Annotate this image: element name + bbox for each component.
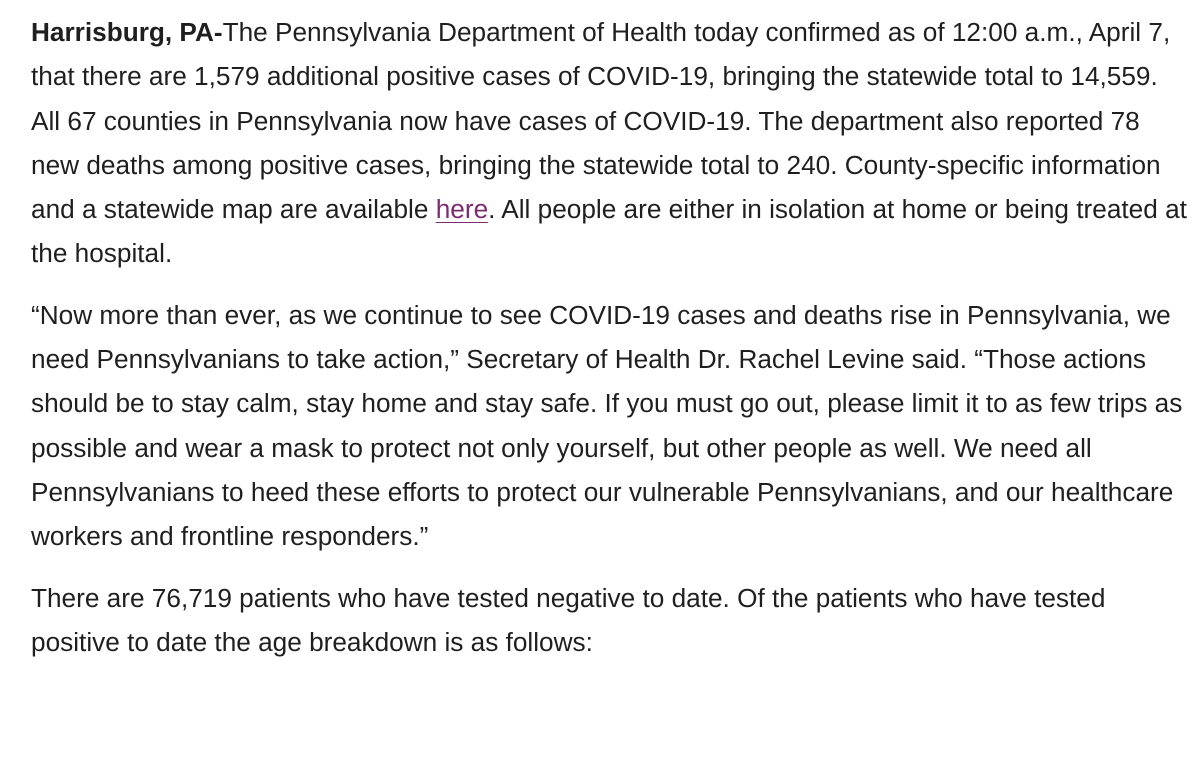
county-map-link[interactable]: here (435, 194, 489, 225)
paragraph-testing-summary: There are 76,719 patients who have tested negative to date. Of the patients who have tested positive to date the age breakdown is as follows: (31, 582, 1106, 657)
dateline: Harrisburg, PA- (31, 17, 223, 47)
case-update-text: The Pennsylvania Department of Health today confirmed as of 12:00 a.m., April 7, that there are 1,579 additional positive cases of COVID-19, bringing the statewide total to 14,559. All 67 counties in Pennsylvania now have cases of COVID-19. The department also reported 78 new deaths among positive cases, bringing the statewide total to 240. County-specific information and a statewide map are available (31, 17, 1171, 225)
paragraph-secretary-quote: “Now more than ever, as we continue to see COVID-19 cases and deaths rise in Pennsylvania, we need Pennsylvanians to take action,” Secretary of Health Dr. Rachel Levine said. “Those actions should be to stay calm, stay home and stay safe. If you must go out, please limit it to as few trips as possible and wear a mask to protect not only yourself, but other people as well. We need all Pennsylvanians to heed these efforts to protect our vulnerable Pennsylvanians, and our healthcare workers and frontline responders.” (31, 299, 1183, 552)
paragraph-case-update (31, 10, 1191, 276)
case-update-text-continued: . All people are either in isolation at home or being treated at the hospital. (31, 194, 1187, 269)
press-release-article (31, 10, 1191, 664)
